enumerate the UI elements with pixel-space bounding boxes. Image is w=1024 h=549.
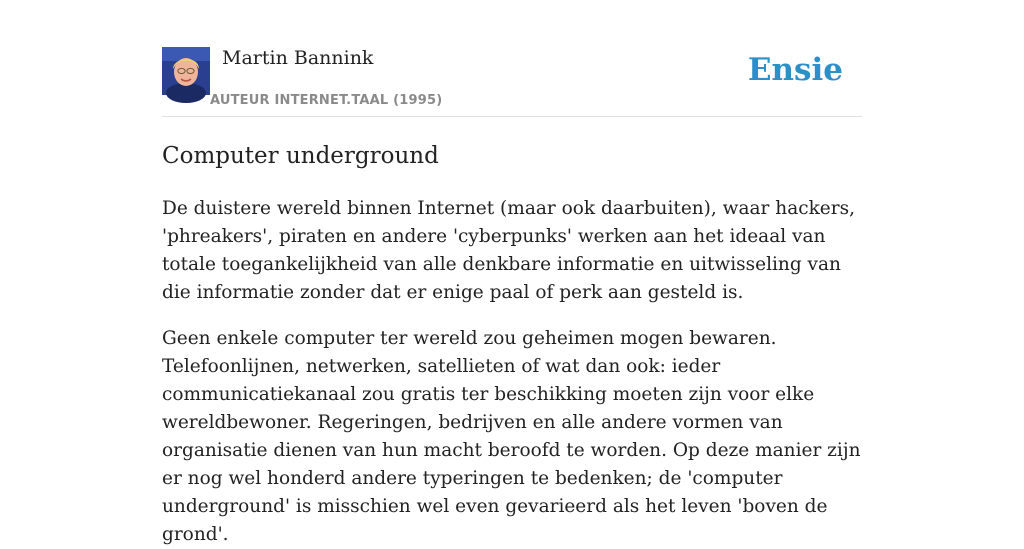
article-title: Computer underground: [162, 143, 439, 169]
author-avatar[interactable]: [162, 47, 210, 95]
author-meta: AUTEUR INTERNET.TAAL (1995): [210, 93, 443, 108]
definition-card: [162, 46, 862, 549]
card-header: [162, 46, 862, 117]
article-paragraph-2: Geen enkele computer ter wereld zou geheimen mogen bewaren. Telefoonlijnen, netwerken, satellieten of wat dan ook: ieder communicatiekanaal zou gratis ter beschikking moeten zijn voor elke wereldbewoner. Regeringen, bedrijven en alle andere vormen van organisatie dienen van hun macht beroofd te worden. Op deze manier zijn er nog wel honderd andere typeringen te bedenken; de 'computer underground' is misschien wel even gevarieerd als het leven 'boven de grond'.: [162, 328, 861, 545]
brand-logo[interactable]: Ensie: [747, 52, 843, 88]
author-name[interactable]: Martin Bannink: [222, 47, 374, 69]
author-photo-icon: [162, 47, 210, 95]
article-paragraph-1: De duistere wereld binnen Internet (maar ook daarbuiten), waar hackers, 'phreakers', piraten en andere 'cyberpunks' werken aan het ideaal van totale toegankelijkheid van alle denkbare informatie en uitwisseling van die informatie zonder dat er enige paal of perk aan gesteld is.: [162, 198, 855, 303]
